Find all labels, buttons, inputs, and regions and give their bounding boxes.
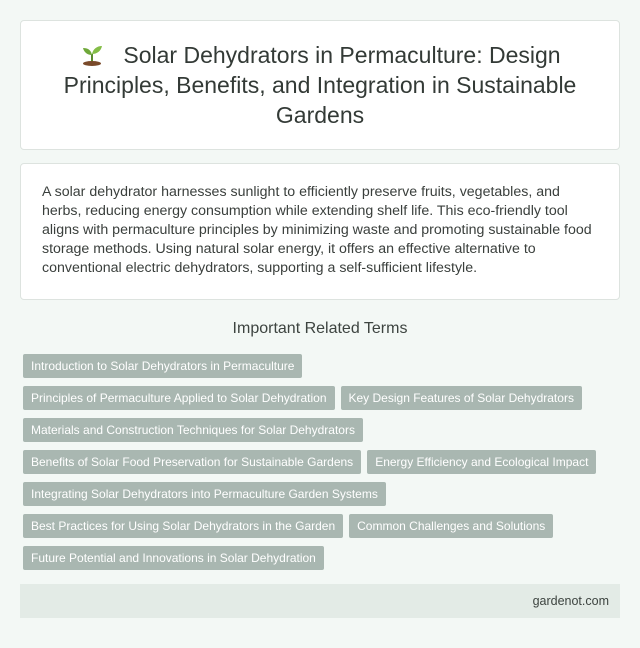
footer-site-name: gardenot.com (532, 594, 609, 608)
related-terms-list (23, 354, 617, 570)
title-card (20, 20, 620, 150)
sprout-icon (79, 42, 105, 66)
related-term-tag[interactable]: Best Practices for Using Solar Dehydrators in the Garden (23, 514, 343, 538)
summary-card (20, 163, 620, 300)
related-term-tag[interactable]: Introduction to Solar Dehydrators in Permaculture (23, 354, 302, 378)
footer (20, 584, 620, 618)
related-terms-heading: Important Related Terms (232, 320, 408, 337)
related-term-tag[interactable]: Integrating Solar Dehydrators into Permaculture Garden Systems (23, 482, 386, 506)
page-title-text: Solar Dehydrators in Permaculture: Design Principles, Benefits, and Integration in Sustainable Gardens (63, 42, 577, 128)
summary-text: A solar dehydrator harnesses sunlight to efficiently preserve fruits, vegetables, and herbs, reducing energy consumption while extending shelf life. This eco-friendly tool aligns with permaculture principles by minimizing waste and promoting sustainable food storage methods. Using natural solar energy, it offers an effective alternative to conventional electric dehydrators, supporting a self-sufficient lifestyle. (42, 184, 592, 276)
related-term-tag[interactable]: Materials and Construction Techniques for Solar Dehydrators (23, 418, 363, 442)
page-title (45, 40, 595, 130)
related-term-tag[interactable]: Principles of Permaculture Applied to Solar Dehydration (23, 386, 335, 410)
related-term-tag[interactable]: Key Design Features of Solar Dehydrators (341, 386, 582, 410)
related-term-tag[interactable]: Future Potential and Innovations in Solar Dehydration (23, 546, 324, 570)
related-term-tag[interactable]: Benefits of Solar Food Preservation for Sustainable Gardens (23, 450, 361, 474)
related-term-tag[interactable]: Energy Efficiency and Ecological Impact (367, 450, 596, 474)
related-term-tag[interactable]: Common Challenges and Solutions (349, 514, 553, 538)
